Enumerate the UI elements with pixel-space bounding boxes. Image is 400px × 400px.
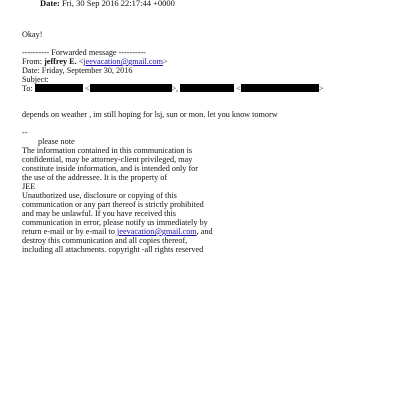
signature-dashes: -- bbox=[22, 128, 28, 137]
date-value: Fri, 30 Sep 2016 22:17:44 +0000 bbox=[61, 0, 175, 8]
disclaimer-line bbox=[22, 227, 213, 236]
subject-line: Subject: bbox=[22, 75, 49, 84]
disclaimer-line: destroy this communication and all copies thereof, bbox=[22, 236, 188, 245]
redaction-block bbox=[35, 84, 83, 92]
redaction-block bbox=[241, 84, 319, 92]
email-date-header bbox=[40, 0, 175, 8]
forwarded-marker: ---------- Forwarded message ---------- bbox=[22, 48, 146, 57]
disclaimer-line-text: return e-mail or by e-mail to bbox=[22, 227, 118, 236]
disclaimer-line: confidential, may be attorney-client privileged, may bbox=[22, 155, 193, 164]
date-label: Date: bbox=[40, 0, 60, 8]
disclaimer-line: communication in error, please notify us immediately by bbox=[22, 218, 208, 227]
disclaimer-line: JEE bbox=[22, 182, 36, 191]
disclaimer-line-tail: , and bbox=[196, 227, 213, 236]
disclaimer-line: please note bbox=[38, 137, 75, 146]
from-label: From: bbox=[22, 57, 45, 66]
disclaimer-line: Unauthorized use, disclosure or copying of this bbox=[22, 191, 177, 200]
redaction-block bbox=[180, 84, 234, 92]
disclaimer-line: The information contained in this communication is bbox=[22, 146, 193, 155]
disclaimer-line: constitute inside information, and is intended only for bbox=[22, 164, 198, 173]
disclaimer-email-link[interactable]: jeevacation@gmail.com bbox=[117, 227, 197, 236]
from-email-link[interactable]: jeevacation@gmail.com bbox=[83, 57, 163, 66]
redaction-block bbox=[90, 84, 172, 92]
from-name: jeffrey E. bbox=[44, 57, 77, 66]
date-line: Date: Friday, September 30, 2016 bbox=[22, 66, 133, 75]
disclaimer-line: including all attachments. copyright -all rights reserved bbox=[22, 245, 204, 254]
from-line: From: jeffrey E. <jeevacation@gmail.com> bbox=[22, 57, 168, 66]
disclaimer-line: communication or any part thereof is strictly prohibited bbox=[22, 200, 204, 209]
to-line: To: < >, < > bbox=[22, 84, 324, 93]
message-text: depends on weather , im still hoping for lsj, sun or mon. let you know tomorw bbox=[22, 110, 278, 119]
disclaimer-line: and may be unlawful. If you have received this bbox=[22, 209, 176, 218]
disclaimer-line: the use of the addressee. It is the property of bbox=[22, 173, 168, 182]
to-label: To: bbox=[22, 84, 33, 93]
reply-text: Okay! bbox=[22, 30, 43, 39]
